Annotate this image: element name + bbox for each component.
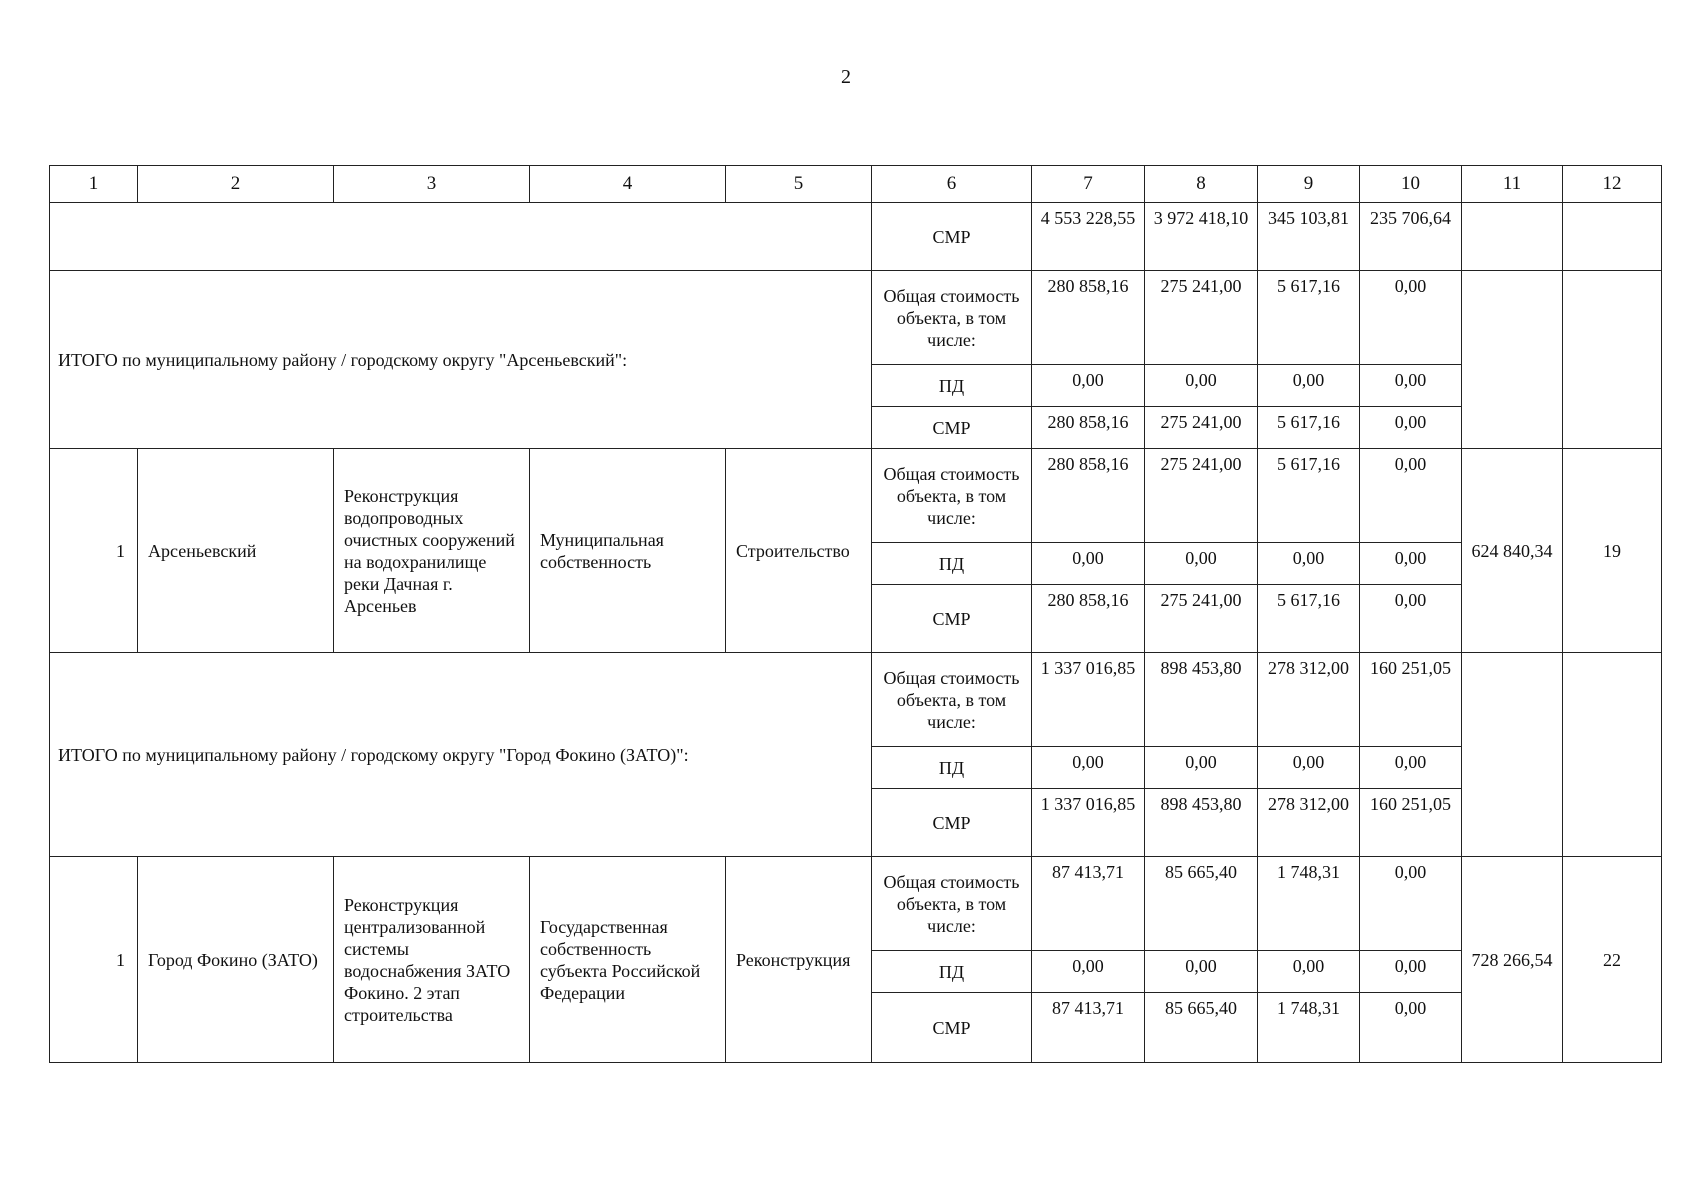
empty-cell — [1563, 653, 1662, 857]
investment-table — [49, 165, 1662, 1063]
empty-cell — [1563, 203, 1662, 271]
value-cell: 5 617,16 — [1258, 407, 1360, 449]
itogo-label: ИТОГО по муниципальному району / городскому округу "Арсеньевский": — [50, 271, 872, 449]
value-cell: 5 617,16 — [1258, 271, 1360, 365]
empty-cell — [1462, 271, 1563, 449]
value-cell: 275 241,00 — [1145, 271, 1258, 365]
pd-label: ПД — [872, 951, 1032, 993]
value-cell: 898 453,80 — [1145, 789, 1258, 857]
smr-label: СМР — [872, 585, 1032, 653]
value-cell: 0,00 — [1032, 365, 1145, 407]
value-cell: 0,00 — [1258, 747, 1360, 789]
value-cell: 280 858,16 — [1032, 449, 1145, 543]
header-cell: 8 — [1145, 166, 1258, 203]
value-cell: 0,00 — [1360, 407, 1462, 449]
table-row — [50, 857, 1662, 951]
pd-label: ПД — [872, 747, 1032, 789]
col11-value: 624 840,34 — [1462, 449, 1563, 653]
header-cell: 11 — [1462, 166, 1563, 203]
ownership: Государственная собственность субъекта Российской Федерации — [530, 857, 726, 1063]
smr-label: СМР — [872, 789, 1032, 857]
smr-label: СМР — [872, 203, 1032, 271]
value-cell: 0,00 — [1360, 857, 1462, 951]
header-cell: 12 — [1563, 166, 1662, 203]
header-cell: 1 — [50, 166, 138, 203]
item-number: 1 — [50, 449, 138, 653]
value-cell: 87 413,71 — [1032, 993, 1145, 1063]
object-name: Реконструкция водопроводных очистных сооружений на водохранилище реки Дачная г. Арсеньев — [334, 449, 530, 653]
ownership: Муниципальная собственность — [530, 449, 726, 653]
value-cell: 0,00 — [1360, 993, 1462, 1063]
value-cell: 280 858,16 — [1032, 585, 1145, 653]
value-cell: 0,00 — [1145, 951, 1258, 993]
value-cell: 0,00 — [1258, 543, 1360, 585]
empty-cell — [50, 203, 872, 271]
value-cell: 4 553 228,55 — [1032, 203, 1145, 271]
value-cell: 1 337 016,85 — [1032, 789, 1145, 857]
pd-label: ПД — [872, 365, 1032, 407]
value-cell: 0,00 — [1032, 543, 1145, 585]
header-cell: 9 — [1258, 166, 1360, 203]
value-cell: 0,00 — [1145, 365, 1258, 407]
value-cell: 280 858,16 — [1032, 407, 1145, 449]
header-cell: 4 — [530, 166, 726, 203]
empty-cell — [1563, 271, 1662, 449]
value-cell: 1 748,31 — [1258, 857, 1360, 951]
header-cell: 6 — [872, 166, 1032, 203]
value-cell: 0,00 — [1145, 747, 1258, 789]
value-cell: 898 453,80 — [1145, 653, 1258, 747]
value-cell: 0,00 — [1360, 449, 1462, 543]
district-name: Город Фокино (ЗАТО) — [138, 857, 334, 1063]
value-cell: 278 312,00 — [1258, 789, 1360, 857]
header-cell: 7 — [1032, 166, 1145, 203]
value-cell: 0,00 — [1258, 365, 1360, 407]
value-cell: 0,00 — [1145, 543, 1258, 585]
value-cell: 0,00 — [1258, 951, 1360, 993]
value-cell: 280 858,16 — [1032, 271, 1145, 365]
value-cell: 1 748,31 — [1258, 993, 1360, 1063]
col12-value: 22 — [1563, 857, 1662, 1063]
value-cell: 1 337 016,85 — [1032, 653, 1145, 747]
table-row — [50, 449, 1662, 543]
smr-label: СМР — [872, 993, 1032, 1063]
table-row — [50, 271, 1662, 365]
value-cell: 5 617,16 — [1258, 585, 1360, 653]
value-cell: 5 617,16 — [1258, 449, 1360, 543]
table-row — [50, 653, 1662, 747]
value-cell: 0,00 — [1032, 747, 1145, 789]
value-cell: 3 972 418,10 — [1145, 203, 1258, 271]
smr-label: СМР — [872, 407, 1032, 449]
value-cell: 275 241,00 — [1145, 407, 1258, 449]
value-cell: 160 251,05 — [1360, 789, 1462, 857]
value-cell: 0,00 — [1360, 951, 1462, 993]
object-name: Реконструкция централизованной системы водоснабжения ЗАТО Фокино. 2 этап строительства — [334, 857, 530, 1063]
value-cell: 85 665,40 — [1145, 857, 1258, 951]
item-number: 1 — [50, 857, 138, 1063]
empty-cell — [1462, 653, 1563, 857]
page-number: 2 — [841, 66, 851, 88]
value-cell: 0,00 — [1360, 585, 1462, 653]
empty-cell — [1462, 203, 1563, 271]
value-cell: 0,00 — [1360, 747, 1462, 789]
total-label: Общая стоимость объекта, в том числе: — [872, 271, 1032, 365]
value-cell: 278 312,00 — [1258, 653, 1360, 747]
value-cell: 235 706,64 — [1360, 203, 1462, 271]
value-cell: 160 251,05 — [1360, 653, 1462, 747]
value-cell: 87 413,71 — [1032, 857, 1145, 951]
pd-label: ПД — [872, 543, 1032, 585]
total-label: Общая стоимость объекта, в том числе: — [872, 857, 1032, 951]
value-cell: 0,00 — [1360, 271, 1462, 365]
value-cell: 85 665,40 — [1145, 993, 1258, 1063]
work-type: Строительство — [726, 449, 872, 653]
total-label: Общая стоимость объекта, в том числе: — [872, 449, 1032, 543]
table-row — [50, 203, 1662, 271]
col12-value: 19 — [1563, 449, 1662, 653]
total-label: Общая стоимость объекта, в том числе: — [872, 653, 1032, 747]
header-cell: 10 — [1360, 166, 1462, 203]
header-cell: 3 — [334, 166, 530, 203]
value-cell: 0,00 — [1032, 951, 1145, 993]
value-cell: 0,00 — [1360, 543, 1462, 585]
col11-value: 728 266,54 — [1462, 857, 1563, 1063]
header-cell: 2 — [138, 166, 334, 203]
header-cell: 5 — [726, 166, 872, 203]
value-cell: 275 241,00 — [1145, 449, 1258, 543]
district-name: Арсеньевский — [138, 449, 334, 653]
itogo-label: ИТОГО по муниципальному району / городскому округу "Город Фокино (ЗАТО)": — [50, 653, 872, 857]
work-type: Реконструкция — [726, 857, 872, 1063]
value-cell: 0,00 — [1360, 365, 1462, 407]
value-cell: 345 103,81 — [1258, 203, 1360, 271]
header-row — [50, 166, 1662, 203]
value-cell: 275 241,00 — [1145, 585, 1258, 653]
